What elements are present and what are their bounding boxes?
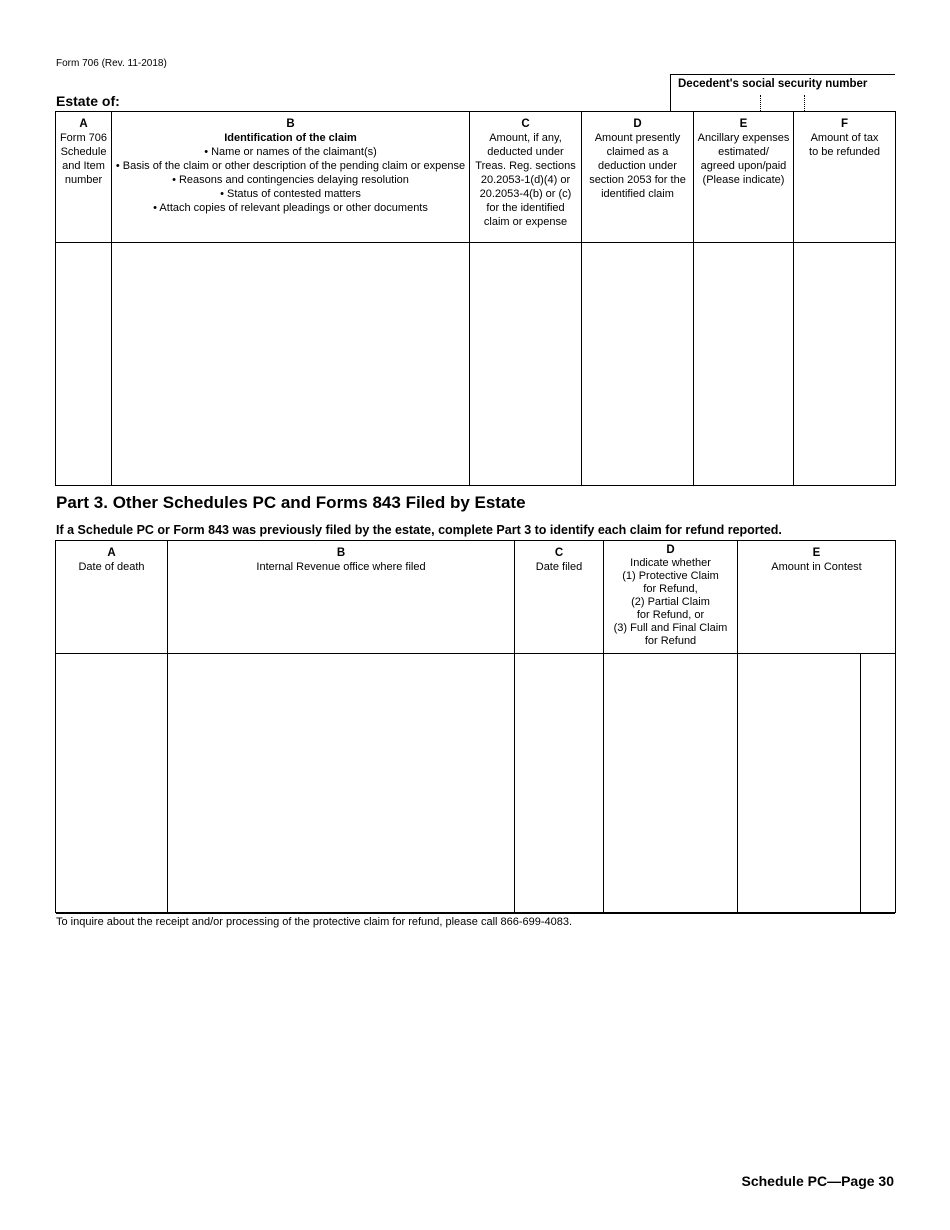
p3-col-a-header: A Date of death [56,541,168,654]
p3-col-c-entry[interactable] [515,654,604,913]
p3-col-e-entry[interactable] [738,654,896,913]
part3-table [55,540,896,913]
page-footer: Schedule PC—Page 30 [741,1173,894,1189]
claims-header-row [56,112,896,243]
col-c-header: C Amount, if any, deducted under Treas. Reg. sections 20.2053-1(d)(4) or 20.2053-4(b) or (c) for the identified claim or expense [470,112,582,243]
form-id: Form 706 (Rev. 11-2018) [56,58,167,69]
col-a-header: A Form 706 Schedule and Item number [56,112,112,243]
col-f-header: F Amount of tax to be refunded [794,112,896,243]
col-f-entry[interactable] [794,243,896,486]
col-e-entry[interactable] [694,243,794,486]
p3-col-d-entry[interactable] [604,654,738,913]
p3-col-a-entry[interactable] [56,654,168,913]
col-b-header: B Identification of the claim • Name or names of the claimant(s) • Basis of the claim or other description of the pending claim or expense • Reasons and contingencies delaying resolution • Status of contested matters • Attach copies of relevant pleadings or other documents [112,112,470,243]
part3-title: Part 3. Other Schedules PC and Forms 843 Filed by Estate [56,493,526,512]
col-a-entry[interactable] [56,243,112,486]
col-b-entry[interactable] [112,243,470,486]
part3-header-row [56,541,896,654]
col-d-entry[interactable] [582,243,694,486]
amount-cents-divider [860,653,861,912]
ssn-separator [804,95,805,111]
p3-col-e-header: E Amount in Contest [738,541,896,654]
col-d-header: D Amount presently claimed as a deduction under section 2053 for the identified claim [582,112,694,243]
table-bottom-rule [56,912,895,914]
p3-col-d-header: D Indicate whether (1) Protective Claim for Refund, (2) Partial Claim for Refund, or (3) Full and Final Claim for Refund [604,541,738,654]
part3-instruction: If a Schedule PC or Form 843 was previously filed by the estate, complete Part 3 to identify each claim for refund reported. [56,523,782,537]
p3-col-b-entry[interactable] [168,654,515,913]
p3-col-c-header: C Date filed [515,541,604,654]
part3-entry-row [56,654,896,913]
ssn-label: Decedent's social security number [678,78,868,90]
ssn-separator [760,95,761,111]
footnote: To inquire about the receipt and/or processing of the protective claim for refund, please call 866-699-4083. [56,916,573,928]
ssn-box[interactable] [670,74,895,111]
col-e-header: E Ancillary expenses estimated/ agreed upon/paid (Please indicate) [694,112,794,243]
claims-table [55,111,896,486]
estate-label: Estate of: [56,93,120,109]
claims-entry-row [56,243,896,486]
p3-col-b-header: B Internal Revenue office where filed [168,541,515,654]
col-c-entry[interactable] [470,243,582,486]
